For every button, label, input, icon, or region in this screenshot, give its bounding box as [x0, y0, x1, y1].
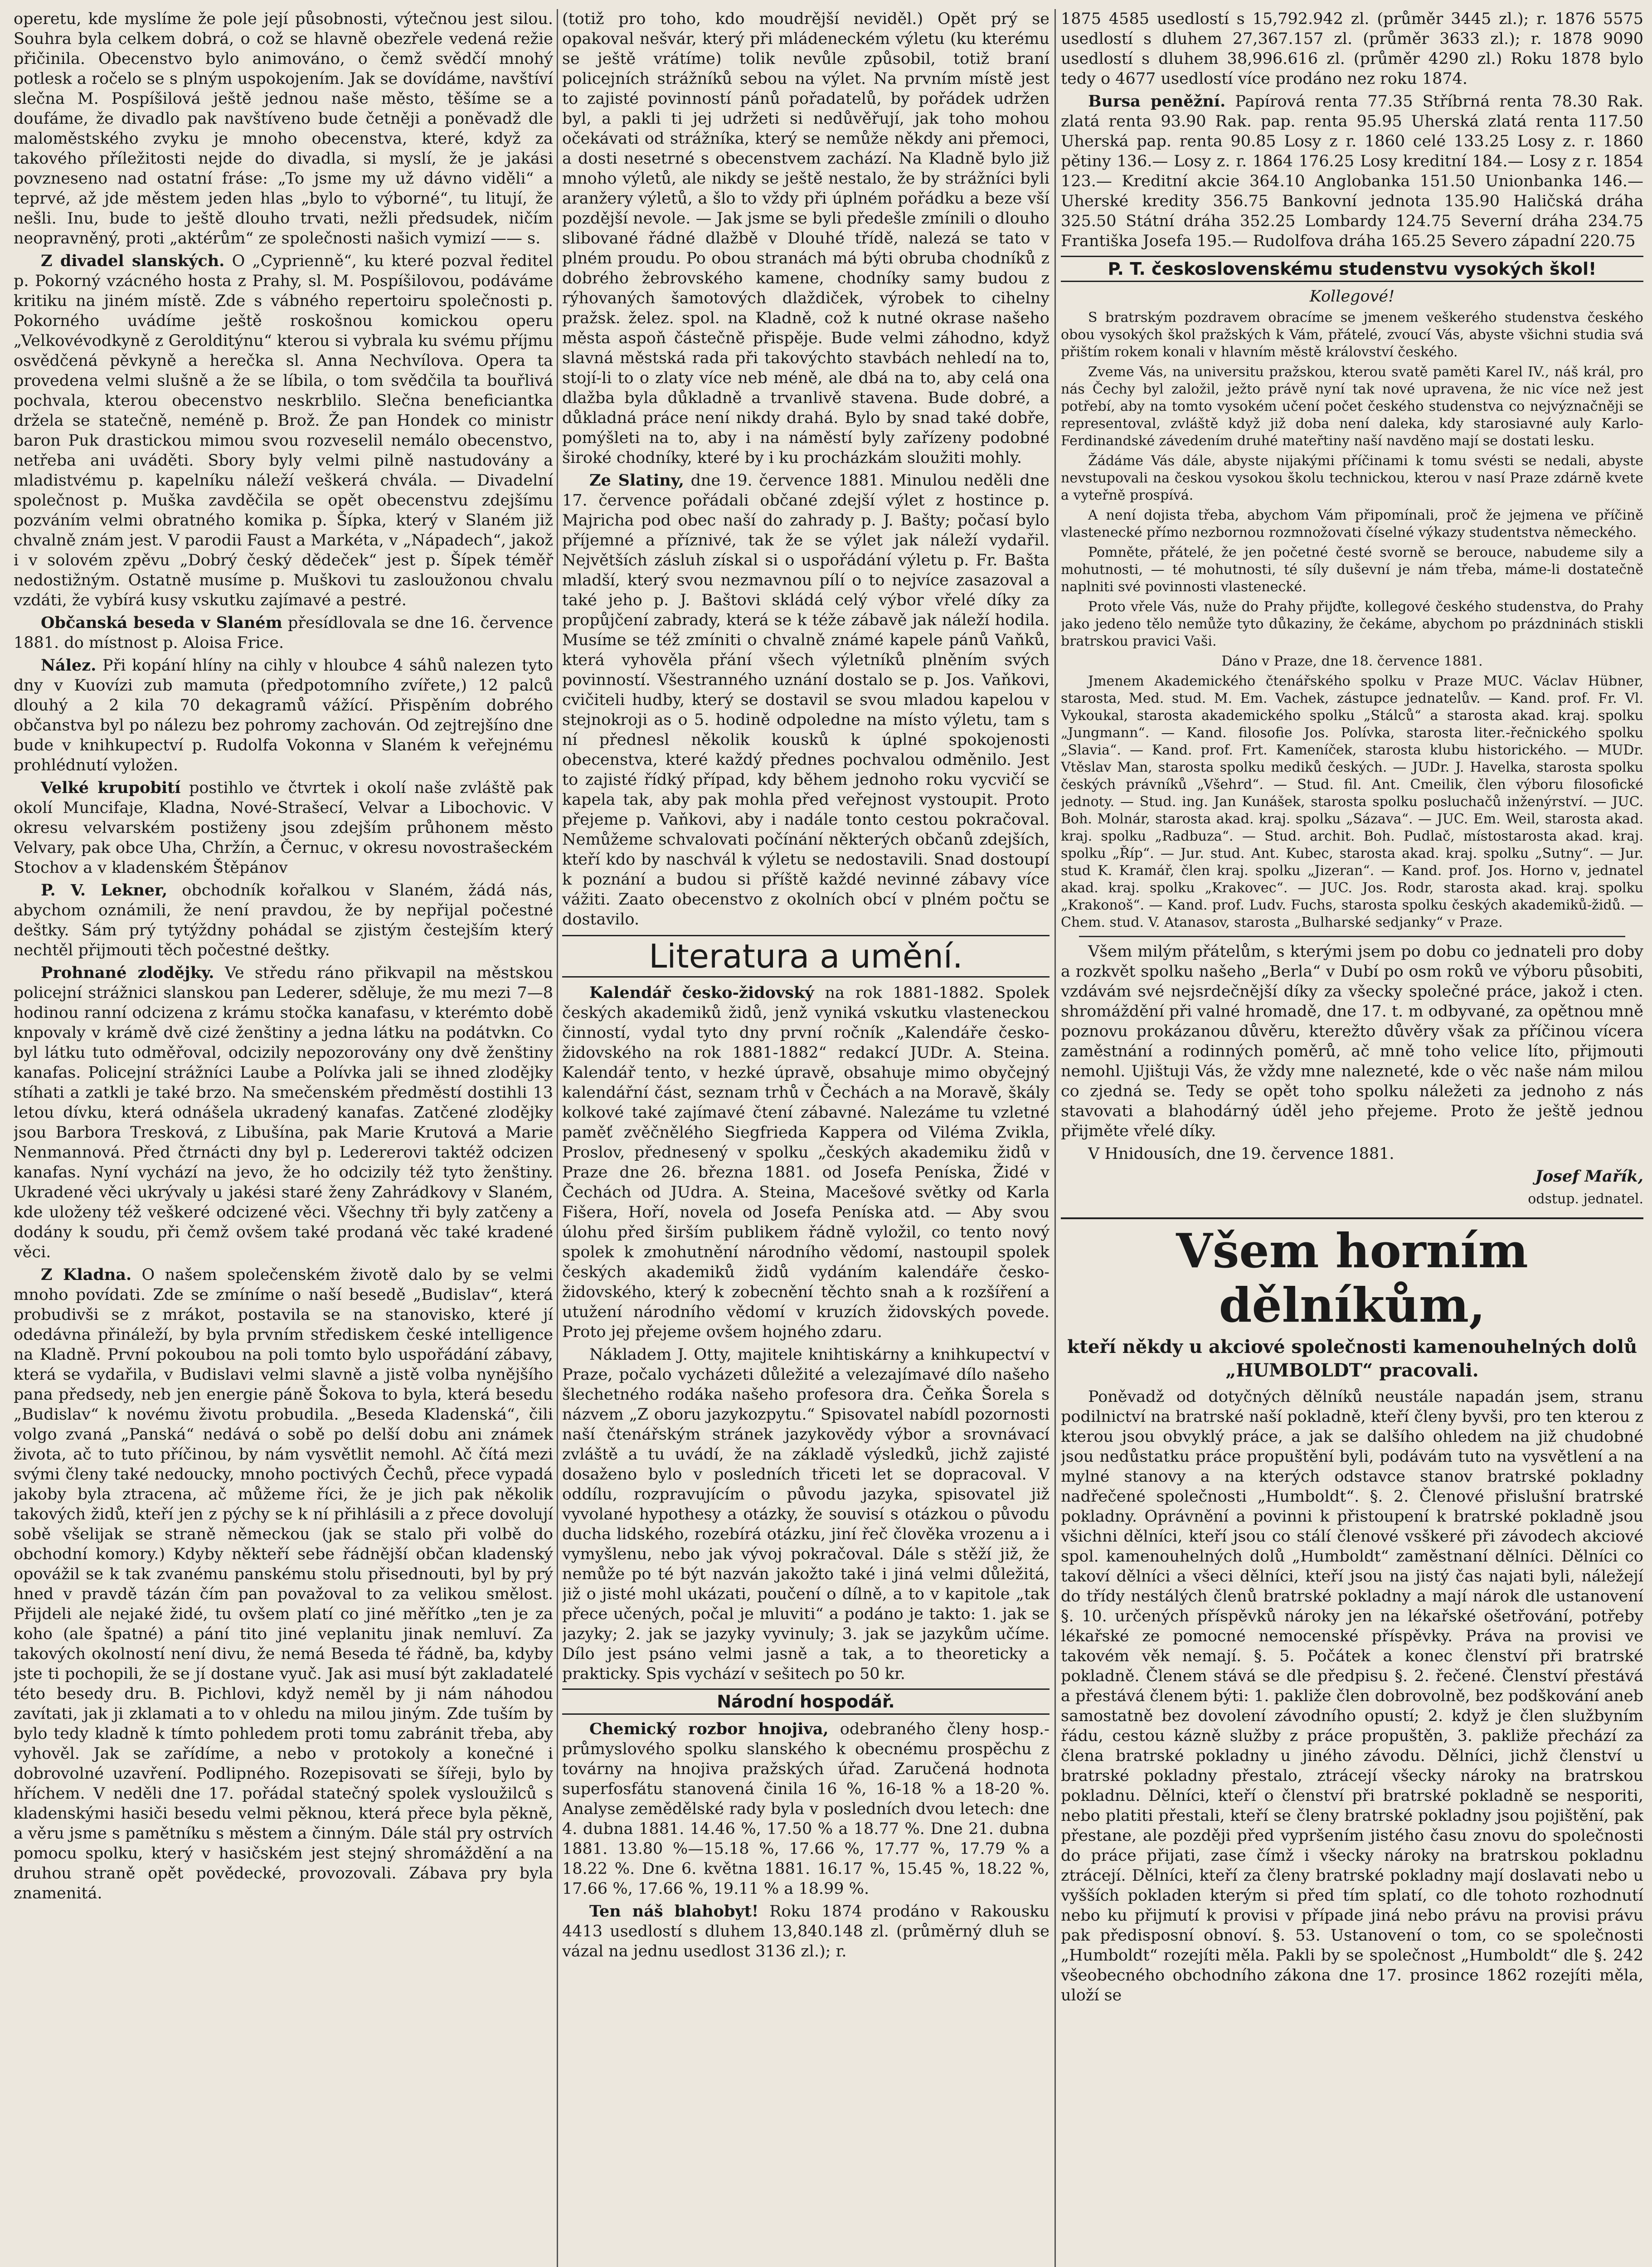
- article-text: O našem společenském životě dalo by se velmi mnoho povídati. Zde se zmíníme o naší besedě „Budislav“, která probudivši se z mrákot, postavila se na stanovisko, které jí odedávna přináleží, by byla prvním střediskem české intelligence na Kladně. První pokoubou na poli tomto bylo uspořádání zábavy, která se vydařila, v Budislavi velmi slavně a jistě volba nynějšího pana předsedy, neb jen energie páně Šokova to byla, která besedu „Budislav“ k novému životu probudila. „Beseda Kladenská“, čili volgo zvaná „Panská“ nedává o sobě po delší dobu ani známek života, ač to tuto příčinou, by nám vysvětlit nemohl. Ač čítá mezi svými členy také nedoucky, mnoho poctivých Čechů, přece vypadá jakoby byla ztracena, ač můžeme říci, že je jich pak několik takových židů, kteří jen z pýchy se k ní přihlásili a z přece dovolují sobě všelijak se straně německou (jak se stalo při volbě do obchodní komory.) Kdyby někteří sebe řádnější občan kladenský opovážil se k tak zvanému panskému stolu přisednouti, byl by prý hned v pravdě tázán čím pan považoval to za velikou smělost. Přijdeli ale nejaké židé, tu ovšem platí co jiné měřítko „ten je za koho (ale špatné) a pání tito jiné veplanitu jinak nemluví. Za takových okolností není divu, že nemá Beseda té řádně, ba, kdyby jste ti pochopili, že se jí dostane vyuč. Jak asi musí být zakladatelé této besedy dru. B. Pichlovi, když neměl by ji nám náhodou zavítati, jak ji zklamati a to v ohledu na milou jiným. Zde tuším by bylo tedy kladně k tímto pohledem proti tomu zabránit třeba, aby vyhověl. Jak se zařídíme, a nebo v protokoly a konečné i dobrovolné uzavření. Podlipného. Rozepisovati se šířeji, bylo by hříchem. V neděli dne 17. pořádal statečný spolek vysloužilců s kladenskými hasiči besedu velmi pěknou, která přece byla pěkně, a věru jsme s pamětníku s městem a činným. Dále stál pry ostrvích pomocu spolku, který v hasičském jest stejný shromáždění a na druhou straně opět povědecké, provozovali. Zábava pry byla znamenitá.: [14, 1266, 553, 1902]
- article-text: (totiž pro toho, kdo moudrější neviděl.) Opět prý se opakoval nešvár, který při mládeneckém výletu (ku kterému se ještě vrátíme) tolik nevůle způsobil, totiž braní policejních strážníků sebou na výlet. Na prvním místě jest to zajisté povinností pánů pořadatelů, by pořádek udržen byl, a pakli ti jej udržeti si nedůvěřují, jak toho mohou očekávati od strážníka, který se nemůže někdy ani přemoci, a dosti nesetrné s obecenstvem zachází. Na Kladně bylo již mnoho výletů, ale nikdy se ještě nestalo, že by strážníci byli aranžery výletů, a šlo to vždy při úplném pořádku a beze vší pozdější nevole. — Jak jsme se byli předešle zmínili o dlouho slibované řádné dlažbě v Dlouhé třídě, nalezá se tato v plném proudu. Po obou stranách má býti obruba chodníků z dobrého žebrovského kamene, chodníky samy budou z rýhovaných šamotových dlaždiček, výrobek to cihelny pražsk. želez. spol. na Kladně, což k nutné okrase našeho města aspoň částečně přispěje. Bude velmi záhodno, když slavná městská rada při takovýchto stavbách nehledí na to, stojí-li to o zlaty více neb méně, ale dbá na to, aby celá ona dlažba byla důkladně a trvanlivě stavena. Bude dobré, a důkladná práce není nikdy drahá. Bylo by snad také dobře, pomýšleti na to, aby i na náměstí byly zařízeny podobné široké chodníky, které by i ku procházkám sloužiti mohly.: [562, 10, 1050, 467]
- article-text: Zveme Vás, na universitu pražskou, kterou svatě paměti Karel IV., náš král, pro nás Čechy byl založil, ježto právě nyní tak nové upravena, že nic více než jest potřebí, aby na tomto vysokém učení počet českého studenstva co nejvýznačněji se representoval, zvláště když již doba není daleka, kdy starosiavné auly Karlo-Ferdinandské závedením druhé mateřtiny naší navděno mají se dostati lesku.: [1061, 364, 1643, 449]
- article: [562, 471, 1050, 929]
- section-header-studenstvo: P. T. československému studenstvu vysokých škol!: [1061, 256, 1643, 282]
- article-heading: Ten náš blahobyt!: [589, 1902, 759, 1921]
- section-header-narodni-hospodar: Národní hospodář.: [562, 1688, 1050, 1715]
- column-3: [1061, 9, 1643, 2267]
- article-text: Nákladem J. Otty, majitele knihtiskárny a knihkupectví v Praze, počalo vycházeti důležité a velezajímavé dílo našeho šlechetného rodáka našeho profesora dra. Čeňka Šorela s názvem „Z oboru jazykozpytu.“ Spisovatel nabídl pozornosti naší čtenářským stránek jazykovědy výbor a srovnávací zvláště a tu uvádí, že na základě výsledků, jichž zajisté dosaženo bylo v posledních třiceti let se dopracoval. V oddílu, rozpravujícím o původu jazyka, spisovatel již vyvolané hypothesy a otázky, že souvisí s otázkou o původu ducha lidského, rozebírá otázku, jiní řeč člověka vrozenu a i vymyšlenu, nebo jak vývoj pokračoval. Dále s stěží již, že nemůže po té být nazván jakožto také i jiná velmi důležitá, již o jisté mohl ukázati, poučení o dílně, a to v kapitole „tak přece učených, počal je mluviti“ a podáno je takto: 1. jak se jazyky; 2. jak se jazyky vyvinuly; 3. jak se jazykům učíme. Dílo jest psáno velmi jasně a tak, a to theoreticky a prakticky. Spis vychází v sešitech po 50 kr.: [562, 1346, 1050, 1683]
- article: [14, 613, 553, 653]
- signature-role: odstup. jednatel.: [1528, 1191, 1643, 1207]
- article-text: Papírová renta 77.35 Stříbrná renta 78.30 Rak. zlatá renta 93.90 Rak. pap. renta 95.95 Uherská zlatá renta 117.50 Uherská pap. renta 90.85 Losy z r. 1860 celé 133.25 Losy z. r. 1860 pětiny 136.— Losy z. r. 1864 176.25 Losy kreditní 184.— Losy z r. 1854 123.— Kreditní akcie 364.10 Anglobanka 151.50 Unionbanka 146.— Uherské kredity 356.75 Bankovní jednota 135.90 Haličská dráha 325.50 Státní dráha 352.25 Lombardy 124.75 Severní dráha 234.75 Františka Josefa 195.— Rudolfova dráha 165.25 Severo západní 220.75: [1061, 92, 1643, 250]
- signatories: Jmenem Akademického čtenářského spolku v Praze MUC. Václav Hübner, starosta, Med. stud. M. Em. Vachek, zástupce jednatelův. — Kand. prof. Fr. Vl. Vykoukal, starosta akademického spolku „Stálců“ a starosta akad. kraj. spolku „Jungmann“. — Kand. filosofie Jos. Polívka, starosta liter.-řečnického spolku „Slavia“. — Kand. prof. Frt. Kameníček, starosta klubu historického. — MUDr. Vtěslav Man, starosta spolku mediků českých. — JUDr. J. Havelka, starosta spolku českých právníků „Všehrd“. — Stud. fil. Ant. Cmeilik, člen výboru filosofické jednoty. — Stud. ing. Jan Kunášek, starosta spolku posluchačů inženýrství. — JUC. Boh. Molnár, starosta akad. kraj. spolku „Sázava“. — JUC. Em. Weil, starosta akad. kraj. spolku „Radbuza“. — Stud. archit. Boh. Pudlač, místostarosta akad. kraj. spolku „Říp“. — Jur. stud. Ant. Kubec, starosta akad. kraj. spolku „Sutny“. — Jur. stud K. Kramář, člen kraj. spolku „Jizeran“. — Kand. prof. Jos. Horno v, jednatel akad. kraj. spolku „Krakovec“. — JUC. Jos. Rodr, starosta akad. kraj. spolku „Krakonoš“. — Kand. prof. Ludv. Fuchs, starosta spolku českých akademiků-židů. — Chem. stud. V. Atanasov, starosta „Bulharské sedjanky“ v Praze.: [1061, 673, 1643, 930]
- article: [14, 963, 553, 1262]
- article: [14, 778, 553, 878]
- article-text: operetu, kde myslíme že pole její působnosti, výtečnou jest silou. Souhra byla celkem dobrá, o což se hlavně obezřele vedená režie přičinila. Obecenstvo bylo animováno, o čemž svědčí mnohý potlesk a ročelo se s plným uspokojením. Jak se dovídáme, navštíví slečna M. Pospíšilová ještě jednou naše město, těšíme se a doufáme, že divadlo pak navštíveno bude četněji a poněvadž dle maloměstského zvyku je mnoho obecenstva, které, když za takového příležitosti nejde do divadla, si myslí, že je jakási povzneseno nad ostatní fráse: „To jsme my už dávno viděli“ a teprvé, až jde městem jeden hlas „bylo to výborné“, tu litují, že nešli. Inu, bude to ještě dlouho trvati, nežli předsudek, ničím neopravněný, proti „aktérům“ ze společnosti našich vymizí —— s.: [14, 10, 553, 248]
- dateline: V Hnidousích, dne 19. července 1881.: [1088, 1145, 1394, 1163]
- article: [14, 1265, 553, 1903]
- salutation: Kollegové!: [1309, 287, 1395, 306]
- article-text: obchodník kořalkou v Slaném, žádá nás, abychom oznámili, že není pravdou, že by nepřijal počestné deštky. Sám prý tytýždny pohádal se zjistým čestejším který nechtěl přijmouti těch počestné deštky.: [14, 881, 553, 959]
- section-header-literatura: Literatura a umění.: [562, 935, 1050, 978]
- article-text: odebraného členy hosp.-průmyslového spolku slanského k obecnému prospěchu z továrny na hnojiva pražských úřad. Zaručená hodnota superfosfátu stanovená činila 16 %, 16-18 % a 18-20 %. Analyse zemědělské rady byla v posledních dvou letech: dne 4. dubna 1881. 14.46 %, 17.50 % a 18.77 %. Dne 21. dubna 1881. 13.80 %—15.18 %, 17.66 %, 17.77 %, 17.79 % a 18.22 %. Dne 6. května 1881. 16.17 %, 15.45 %, 18.22 %, 17.66 %, 17.66 %, 19.11 % a 18.99 %.: [562, 1720, 1050, 1898]
- article-heading: Z divadel slanských.: [41, 252, 225, 270]
- article-text: dne 19. července 1881. Minulou neděli dne 17. července pořádali občané zdejší výlet z hostince p. Majricha pod obec naší do zahrady p. J. Bašty; počasí bylo příjemné a příznivé, tak že se výlet jak náleží vydařil. Největších zásluh získal si o uspořádání výletu p. Fr. Bašta mladší, který svou nezmavnou pílí o to nejvíce zasazoval a také jeho p. J. Baštovi skládá celý výbor vřelé díky za propůjčení zabrady, která se k téže zábavě jak náleží hodila. Musíme se též zmíniti o chvalně známé kapele pánů Vaňků, která vyhověla přání všech výletníků plněním svých povinností. Všestranného uznání dostalo se p. Jos. Vaňkovi, cvičiteli hudby, který se dostavil se svou mladou kapelou v stejnokroji as o 5. hodině odpoledne na místo výletu, tam s ní přednesl několik kousků k úplné spokojenosti obecenstva, které každý přednes pochvalou odměnilo. Jest to zajisté řídký případ, kdy během jednoho roku vycvičí se kapela tak, aby pak mohla před veřejnost vystoupit. Proto přejeme p. Vaňkovi, aby i nadále tonto cestou pokračoval. Nemůžeme schvalovati počínání některých občanů zdejších, kteří kdo by naschvál k výletu se nedostavili. Snad dostoupí k poznání a budou si příště každé nevinné zábavy více vážiti. Zaato obecenstvo z okolních obcí v plném počtu se dostavilo.: [562, 472, 1050, 929]
- article: [1061, 92, 1643, 251]
- notice-title: Všem horním dělníkům,: [1061, 1217, 1643, 1333]
- notice-subtitle: kteří někdy u akciové společnosti kamenouhelných dolů „HUMBOLDT“ pracovali.: [1067, 1336, 1637, 1381]
- article-heading: Kalendář česko-židovský: [589, 983, 814, 1002]
- article-heading: Z Kladna.: [41, 1265, 132, 1284]
- article-heading: Prohnané zlodějky.: [41, 963, 214, 982]
- article-text: A není dojista třeba, abychom Vám připomínali, proč že jejmena ve příčině vlastenecké přímo nezbornou rozmnožovati číselné výkazy studentstva německého.: [1061, 507, 1643, 540]
- article-heading: Občanská beseda v Slaném: [41, 613, 282, 632]
- article-text: Roku 1874 prodáno v Rakousku 4413 usedlostí s dluhem 13,840.148 zl. (průměrný dluh se vázal na jednu usedlost 3136 zl.); r.: [562, 1902, 1050, 1961]
- article-text: Pomněte, přátelé, že jen početné česté svorně se berouce, nabudeme sily a mohutnosti, — té mohutnosti, té síly duševní je nám třeba, máme-li dostatečně naplniti své povinnosti vlastenecké.: [1061, 545, 1643, 595]
- article-text: postihlo ve čtvrtek i okolí naše zvláště pak okolí Muncifaje, Kladna, Nové-Strašecí, Velvar a Libochovic. V okresu velvarském postiženy jsou zdejším průhonem město Velvary, pak obce Uha, Chržín, a Černuc, v okresu novostrašeckém Stochov a v kladenském Štěpánov: [14, 779, 553, 877]
- column-2: [562, 9, 1050, 2267]
- divider: [1079, 936, 1625, 937]
- article: [14, 656, 553, 775]
- article-text: Žádáme Vás dále, abyste nijakými příčinami k tomu svésti se nedali, abyste nevstupovali na českou vysokou školu technickou, kterou v nasí Praze zdárně kvete a vyteřně prospívá.: [1061, 453, 1643, 503]
- article-text: Ve středu ráno přikvapil na městskou policejní strážnici slanskou pan Lederer, sděluje, že mu mezi 7—8 hodinou ranní odcizena z krámu stočka kanafasu, v kterémto době knpovaly v krámě dvě cizé ženštiny a jedna látku na podátvkn. Co byl látku tuto odměřoval, odcizily nepozorovány ony dvě ženštiny kanafas. Policejní strážníci Laube a Polívka jali se ihned zlodějky stíhati a zatkli je také brzo. Na smečenském předměstí dostihli 13 letou dívku, která odnášela ukradený kanafas. Zatčené zlodějky jsou Barbora Tresková, z Libušína, pak Marie Krutová a Marie Nenmannová. Před čtrnácti dny byl p. Ledererovi taktéž odcizen kanafas. Nyní vychází na jevo, že ho odcizily též tyto ženštiny. Ukradené věci ukrývaly u jakési staré ženy Zahrádkovy v Slaném, kde uloženy též veškeré odcizené věci. Všechny tři byly zatčeny a dodány k soudu, při čemž ovšem také prodaná věc také kradené věci.: [14, 964, 553, 1261]
- article-text: Všem milým přátelům, s kterými jsem po dobu co jednateli pro doby a rozkvět spolku našeho „Berla“ v Dubí po osm roků ve výboru působiti, vzdávám své nejsrdečnější díky za všecky společné práce, jakož i cten. shromáždění při valné hromadě, dne 17. t. m odbyvané, za opětnou mně poznovu prokázanou důvěru, kterežto důvěry však za příčinou vícera zaměstnání a rodinných poměrů, ač mně toho velice líto, přijmouti nemohl. Ujištuji Vás, že vždy mne nalezneté, kde o věc naše nám milou co zjedná se. Tedy se opět toho spolku náležeti za jednoho z nás stavovati a blahodárný úděl jeho přejeme. Proto že ještě jednou přijměte vřelé díky.: [1061, 943, 1643, 1140]
- article: [14, 251, 553, 610]
- article: [14, 881, 553, 960]
- article-text: O „Cyprienně“, ku které pozval ředitel p. Pokorný vzácného hosta z Prahy, sl. M. Pospíšilovou, podáváme kritiku na jiném místě. Zde s vábného repertoiru společnosti p. Pokorného uvádíme ještě roskošnou komickou operu „Velkovévodkyně z Gerolditýnu“ kterou si vybrala ku svému příjmu osvědčená pěvkyně a herečka sl. Anna Nechvílova. Opera ta provedena velmi slušně a že se líbila, o tom svědčila ta bouřlivá pochvala, kterou obecenstvo neskrblilo. Slečna beneficiantka držela se statečně, neméně p. Brož. Že pan Hondek co ministr baron Puk drastickou mimou svou rozveselil nemálo obecenstvo, netřeba ani uváděti. Sbory byly velmi pilně nastudovány a mladistvému p. kapelníku náleží veškerá chvála. — Divadelní společnost p. Muška zavděčila se opět obecenstvu zdejšímu pozváním velmi obratného komika p. Šípka, který v Slaném již chvalně znám jest. V parodii Faust a Markéta, v „Nápadech“, jakož i v solovém zpěvu „Dobrý český dědeček“ jest p. Šípek téměř nedostižným. Ostatně musíme p. Muškovi tu zasloužonou chvalu vzdáti, že vybírá kusy vskutku zajímavé a pestré.: [14, 252, 553, 609]
- article: [562, 983, 1050, 1342]
- article: [562, 1719, 1050, 1899]
- article-text: na rok 1881-1882. Spolek českých akademiků židů, jenž vyniká vskutku vlasteneckou činností, vydal tyto dny první ročník „Kalendáře česko-židovského na rok 1881-1882“ redakcí JUDr. A. Steina. Kalendář tento, v hezké úpravě, obsahuje mimo obyčejný kalendářní část, seznam trhů v Čechách a na Moravě, škály kolkové také zajímavé čtení zábavné. Nalezáme tu vzletné paměť zvěčnělého Siegfrieda Kappera od Viléma Zvikla, Proslov, přednesený v spolku „českých akademiku židů v Praze dne 26. března 1881. od Josefa Peníska, Židé v Čechách od JUdra. A. Steina, Macešové světky od Karla Fišera, Hoří, novela od Josefa Peníska atd. — Aby svou úlohu před širším publikem řádně vyložil, co tento nový spolek k zmohutnění národního vědomí, nastoupil spolek českých akademiků židů vydáním kalendáře česko-židovského, který k zobecnění těchto snah a k rozšíření a utužení národního vědomí v kruzích židovských povede. Proto jej přejeme ovšem hojného zdaru.: [562, 984, 1050, 1341]
- article-text: Proto vřele Vás, nuže do Prahy přijďte, kollegové českého studenstva, do Prahy jako jedeno tělo nemůže tyto důkaziny, že čekáme, abychom po prázdninách stiskli bratrskou pravici Vaši.: [1061, 599, 1643, 649]
- article-heading: Ze Slatiny,: [589, 471, 684, 490]
- column-rule: [557, 9, 558, 2267]
- dateline: Dáno v Praze, dne 18. července 1881.: [1221, 653, 1483, 669]
- article-heading: Velké krupobití: [41, 778, 181, 797]
- column-rule: [1054, 9, 1056, 2267]
- signature-name: Josef Mařík,: [1535, 1167, 1643, 1186]
- article-text: Při kopání hlíny na cihly v hloubce 4 sáhů nalezen tyto dny v Kuovízi zub mamuta (předpotomního zvířete,) 12 palců dlouhý a 2 kila 70 dekagramů vážící. Přispěním dobrého občanstva byl po nálezu bez pohromy zachován. Od zejtrejšíno dne bude v knihkupectví p. Rudolfa Vokonna v Slaném k veřejnému prohlédnutí vyložen.: [14, 657, 553, 774]
- article-text: přesídlovala se dne 16. července 1881. do místnost p. Aloisa Frice.: [14, 614, 553, 652]
- article-heading: Nález.: [41, 656, 97, 675]
- article-heading: Chemický rozbor hnojiva,: [589, 1720, 829, 1738]
- article-text: S bratrským pozdravem obracíme se jmenem veškerého studenstva českého obou vysokých škol pražských k Vám, přátelé, zvoucí Vás, abyste všichni studia svá přištím rokem konali v hlavním městě království českého.: [1061, 310, 1643, 360]
- article-heading: Bursa peněžní.: [1088, 92, 1226, 111]
- article: [562, 1902, 1050, 1961]
- article-text: Poněvadž od dotyčných dělníků neustále napadán jsem, stranu podilnictví na bratrské naší pokladně, kteří členy byvši, pro ten kterou z kterou jsou obvyklý práce, a jak se dalšího ohledem na již chudobné jsou nedůstatku práce propuštění byli, podávám tuto na vysvětlení a na mylné stanovy a na kterých odstavce stanov bratrské pokladny nadřečené společnosti „Humboldt“. §. 2. Členové přislušní bratrské pokladny. Oprávnění a povinni k přistoupení k bratrské pokladně jsou všichni dělníci, kteří jsou co stálí členové vsškeré při závodech akciové spol. kamenouhelných dolů „Humboldt“ zaměstnaní dělníci. Dělníci co takoví dělníci a všeci dělníci, kteří jsou na jistý čas najati byli, náležejí do třídy nestálých členů bratrské pokladny a mají nárok dle ustanovení §. 10. určených příspěvků nároky jen na lékařské ošetřování, potřeby lékařské ze pomocné nemocenské příspěvky. Práva na provisi ve takovém věk nemají. §. 5. Počátek a konec členství při bratrské pokladně. Členem stává se dle předpisu §. 2. řečené. Členství přestává a přestává členem býti: 1. pakliže člen dobrovolně, bez podškování aneb samostatně bez dovolení závodního opustí; 2. když je člen službyním řádu, cestou kázně služby z práce propuštěn, 3. pakliže přechází za člena bratrské pokladny u jiného závodu. Dělníci, jichž členství u bratrské pokladny přestalo, ztrácejí všecky nároky na bratrskou pokladnu. Dělníci, kteří o členství při bratrské pokladně se nesporiti, nebo platiti přestali, kteří se členy bratrské pokladny jsou pojištění, pak přestane, ale později před vypršením jistého času znovu do společnosti do práce přijati, zase čímž i všecky nároky na bratrskou pokladnu ztrácejí. Dělníci, kteří za členy bratrské pokladny mají doslavati nebo u vyšších pokladen kterým si před tím splatí, co dle tohoto rozhodnutí nebo ku přijmutí k provisi v případe jiná nebo právu na provisi právu pak předisposní obnoví. §. 53. Ustanovení o tom, co se společnosti „Humboldt“ rozejíti měla. Pakli by se společnost „Humboldt“ dle §. 242 všeobecného obchodního zákona dne 17. prosince 1862 rozejíti měla, uloží se: [1061, 1388, 1643, 2004]
- article-heading: P. V. Lekner,: [41, 881, 168, 900]
- article-text: 1875 4585 usedlostí s 15,792.942 zl. (průměr 3445 zl.); r. 1876 5575 usedlostí s dluhem 27,367.157 zl. (průměr 3633 zl.); r. 1878 9090 usedlostí s dluhem 38,996.616 zl. (průměr 4290 zl.) Roku 1878 bylo tedy o 4677 usedlostí více prodáno nez roku 1874.: [1061, 10, 1643, 88]
- column-1: [14, 9, 553, 2267]
